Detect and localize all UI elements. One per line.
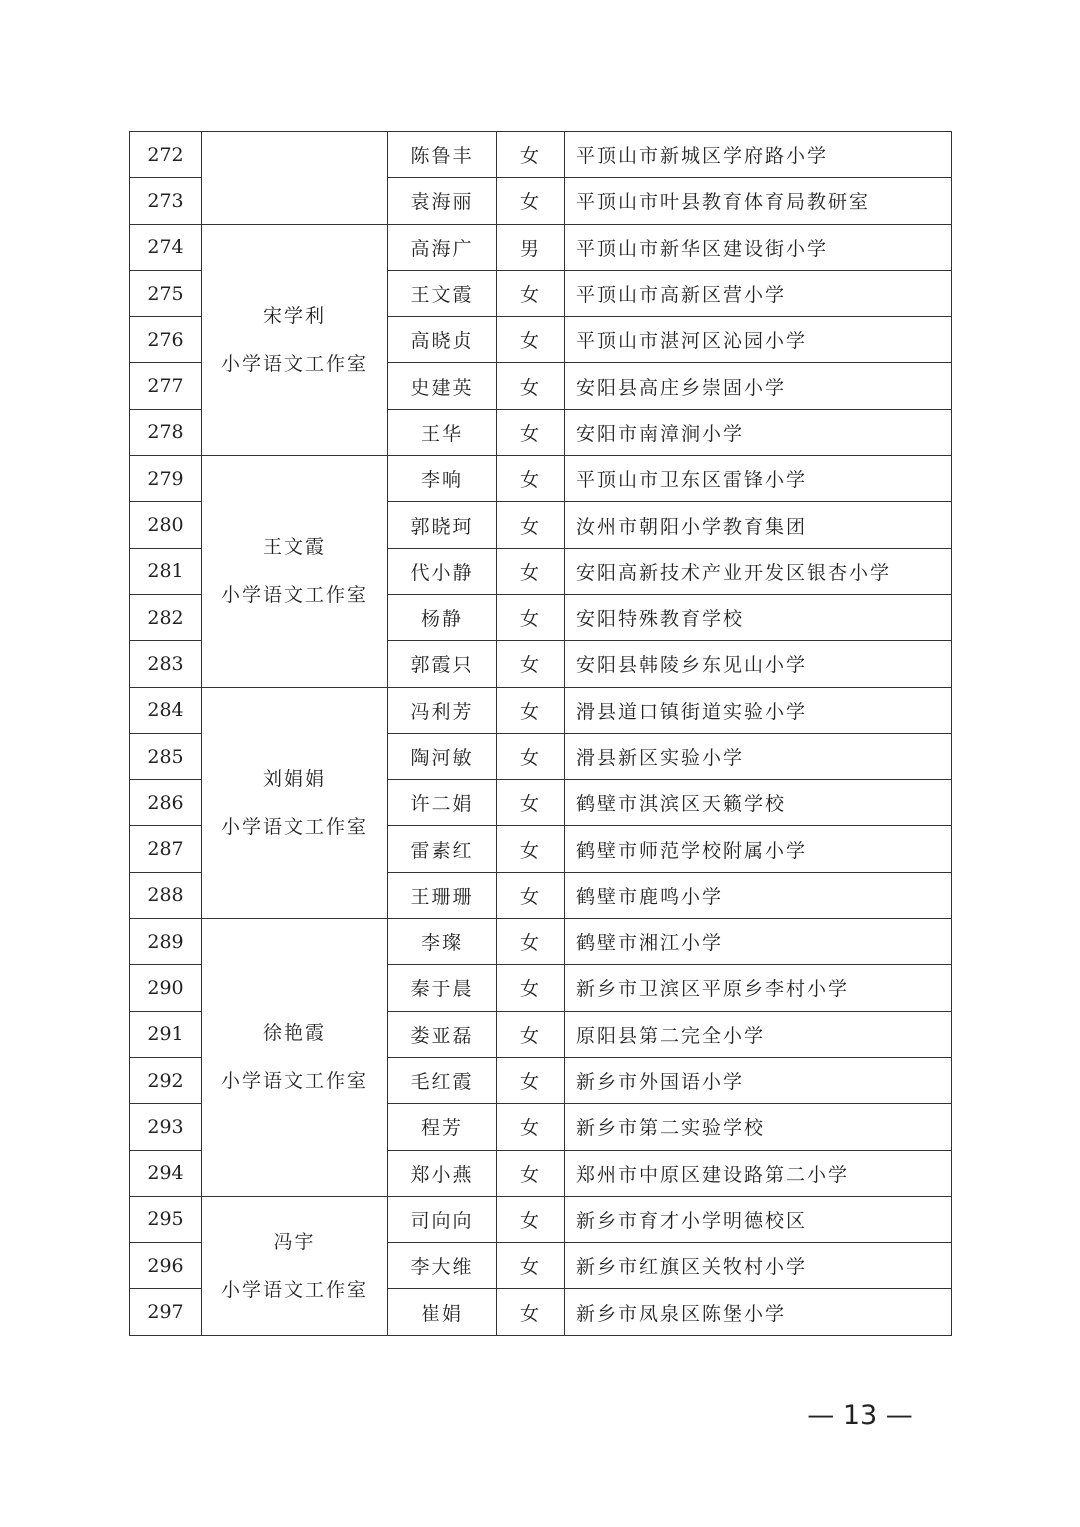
- member-school: 平顶山市新华区建设街小学: [565, 224, 952, 270]
- member-gender: 女: [497, 1243, 565, 1289]
- member-name: 代小静: [388, 548, 497, 594]
- studio-cell: [202, 456, 388, 687]
- table-row: [130, 456, 952, 502]
- member-school: 鹤壁市鹿鸣小学: [565, 872, 952, 918]
- member-name: 崔娟: [388, 1289, 497, 1335]
- studio-leader-name: 徐艳霞: [262, 1022, 326, 1045]
- member-gender: 女: [497, 733, 565, 779]
- member-name: 司向向: [388, 1196, 497, 1242]
- member-school: 安阳特殊教育学校: [565, 594, 952, 640]
- member-school: 安阳县高庄乡崇固小学: [565, 363, 952, 409]
- member-school: 平顶山市叶县教育体育局教研室: [565, 178, 952, 224]
- studio-name: 小学语文工作室: [220, 352, 368, 375]
- row-number: 285: [130, 733, 202, 779]
- member-gender: 女: [497, 872, 565, 918]
- member-gender: 女: [497, 178, 565, 224]
- row-number: 295: [130, 1196, 202, 1242]
- row-number: 296: [130, 1243, 202, 1289]
- member-gender: 女: [497, 594, 565, 640]
- row-number: 286: [130, 780, 202, 826]
- studio-cell: [202, 224, 388, 455]
- row-number: 290: [130, 965, 202, 1011]
- member-gender: 女: [497, 965, 565, 1011]
- member-gender: 女: [497, 687, 565, 733]
- member-school: 安阳高新技术产业开发区银杏小学: [565, 548, 952, 594]
- row-number: 281: [130, 548, 202, 594]
- member-name: 雷素红: [388, 826, 497, 872]
- member-school: 鹤壁市湘江小学: [565, 919, 952, 965]
- table-row: [130, 132, 952, 178]
- member-name: 杨静: [388, 594, 497, 640]
- table-row: [130, 224, 952, 270]
- row-number: 297: [130, 1289, 202, 1335]
- member-name: 郭霞只: [388, 641, 497, 687]
- member-school: 滑县新区实验小学: [565, 733, 952, 779]
- studio-cell: [202, 132, 388, 225]
- row-number: 280: [130, 502, 202, 548]
- member-name: 高海广: [388, 224, 497, 270]
- row-number: 294: [130, 1150, 202, 1196]
- studio-name: 小学语文工作室: [220, 815, 368, 838]
- member-school: 安阳县韩陵乡东见山小学: [565, 641, 952, 687]
- member-name: 王珊珊: [388, 872, 497, 918]
- studio-cell: [202, 919, 388, 1197]
- member-school: 新乡市外国语小学: [565, 1057, 952, 1103]
- row-number: 282: [130, 594, 202, 640]
- member-name: 陶河敏: [388, 733, 497, 779]
- member-school: 平顶山市高新区营小学: [565, 270, 952, 316]
- row-number: 292: [130, 1057, 202, 1103]
- member-gender: 女: [497, 780, 565, 826]
- member-school: 平顶山市湛河区沁园小学: [565, 317, 952, 363]
- member-gender: 女: [497, 548, 565, 594]
- member-school: 平顶山市卫东区雷锋小学: [565, 456, 952, 502]
- member-name: 史建英: [388, 363, 497, 409]
- member-name: 娄亚磊: [388, 1011, 497, 1057]
- row-number: 289: [130, 919, 202, 965]
- member-gender: 女: [497, 1289, 565, 1335]
- studio-leader-name: 冯宇: [273, 1230, 316, 1253]
- member-gender: 女: [497, 502, 565, 548]
- member-name: 袁海丽: [388, 178, 497, 224]
- member-name: 王华: [388, 409, 497, 455]
- table-row: [130, 687, 952, 733]
- member-school: 新乡市第二实验学校: [565, 1104, 952, 1150]
- member-name: 郑小燕: [388, 1150, 497, 1196]
- studio-cell: [202, 687, 388, 918]
- member-gender: 女: [497, 1150, 565, 1196]
- member-school: 滑县道口镇街道实验小学: [565, 687, 952, 733]
- member-gender: 女: [497, 1104, 565, 1150]
- member-school: 汝州市朝阳小学教育集团: [565, 502, 952, 548]
- row-number: 275: [130, 270, 202, 316]
- member-name: 李响: [388, 456, 497, 502]
- studio-leader-name: 王文霞: [262, 536, 326, 559]
- row-number: 276: [130, 317, 202, 363]
- member-name: 陈鲁丰: [388, 132, 497, 178]
- row-number: 291: [130, 1011, 202, 1057]
- member-school: 平顶山市新城区学府路小学: [565, 132, 952, 178]
- member-school: 郑州市中原区建设路第二小学: [565, 1150, 952, 1196]
- member-gender: 女: [497, 317, 565, 363]
- member-name: 冯利芳: [388, 687, 497, 733]
- member-name: 王文霞: [388, 270, 497, 316]
- member-school: 新乡市凤泉区陈堡小学: [565, 1289, 952, 1335]
- member-gender: 男: [497, 224, 565, 270]
- row-number: 293: [130, 1104, 202, 1150]
- table-row: [130, 1196, 952, 1242]
- member-gender: 女: [497, 919, 565, 965]
- member-school: 新乡市育才小学明德校区: [565, 1196, 952, 1242]
- member-name: 毛红霞: [388, 1057, 497, 1103]
- studio-leader-name: 宋学利: [262, 304, 326, 327]
- member-name: 高晓贞: [388, 317, 497, 363]
- roster-table: [129, 131, 952, 1336]
- member-name: 程芳: [388, 1104, 497, 1150]
- member-school: 新乡市卫滨区平原乡李村小学: [565, 965, 952, 1011]
- member-name: 秦于晨: [388, 965, 497, 1011]
- member-gender: 女: [497, 1057, 565, 1103]
- row-number: 278: [130, 409, 202, 455]
- row-number: 272: [130, 132, 202, 178]
- row-number: 284: [130, 687, 202, 733]
- member-name: 郭晓珂: [388, 502, 497, 548]
- member-school: 鹤壁市师范学校附属小学: [565, 826, 952, 872]
- row-number: 277: [130, 363, 202, 409]
- row-number: 279: [130, 456, 202, 502]
- table-row: [130, 919, 952, 965]
- studio-name: 小学语文工作室: [220, 584, 368, 607]
- member-gender: 女: [497, 1011, 565, 1057]
- studio-cell: [202, 1196, 388, 1335]
- member-school: 鹤壁市淇滨区天籁学校: [565, 780, 952, 826]
- member-gender: 女: [497, 1196, 565, 1242]
- member-school: 新乡市红旗区关牧村小学: [565, 1243, 952, 1289]
- studio-name: 小学语文工作室: [220, 1070, 368, 1093]
- studio-leader-name: 刘娟娟: [262, 767, 326, 790]
- row-number: 288: [130, 872, 202, 918]
- member-name: 李大维: [388, 1243, 497, 1289]
- member-school: 安阳市南漳涧小学: [565, 409, 952, 455]
- row-number: 283: [130, 641, 202, 687]
- row-number: 273: [130, 178, 202, 224]
- roster-table-body: [130, 132, 952, 1336]
- member-gender: 女: [497, 641, 565, 687]
- member-name: 许二娟: [388, 780, 497, 826]
- row-number: 274: [130, 224, 202, 270]
- row-number: 287: [130, 826, 202, 872]
- member-gender: 女: [497, 456, 565, 502]
- member-gender: 女: [497, 132, 565, 178]
- member-gender: 女: [497, 409, 565, 455]
- studio-name: 小学语文工作室: [220, 1278, 368, 1301]
- page-number: — 13 —: [807, 1400, 913, 1431]
- member-gender: 女: [497, 826, 565, 872]
- member-school: 原阳县第二完全小学: [565, 1011, 952, 1057]
- member-name: 李璨: [388, 919, 497, 965]
- member-gender: 女: [497, 270, 565, 316]
- member-gender: 女: [497, 363, 565, 409]
